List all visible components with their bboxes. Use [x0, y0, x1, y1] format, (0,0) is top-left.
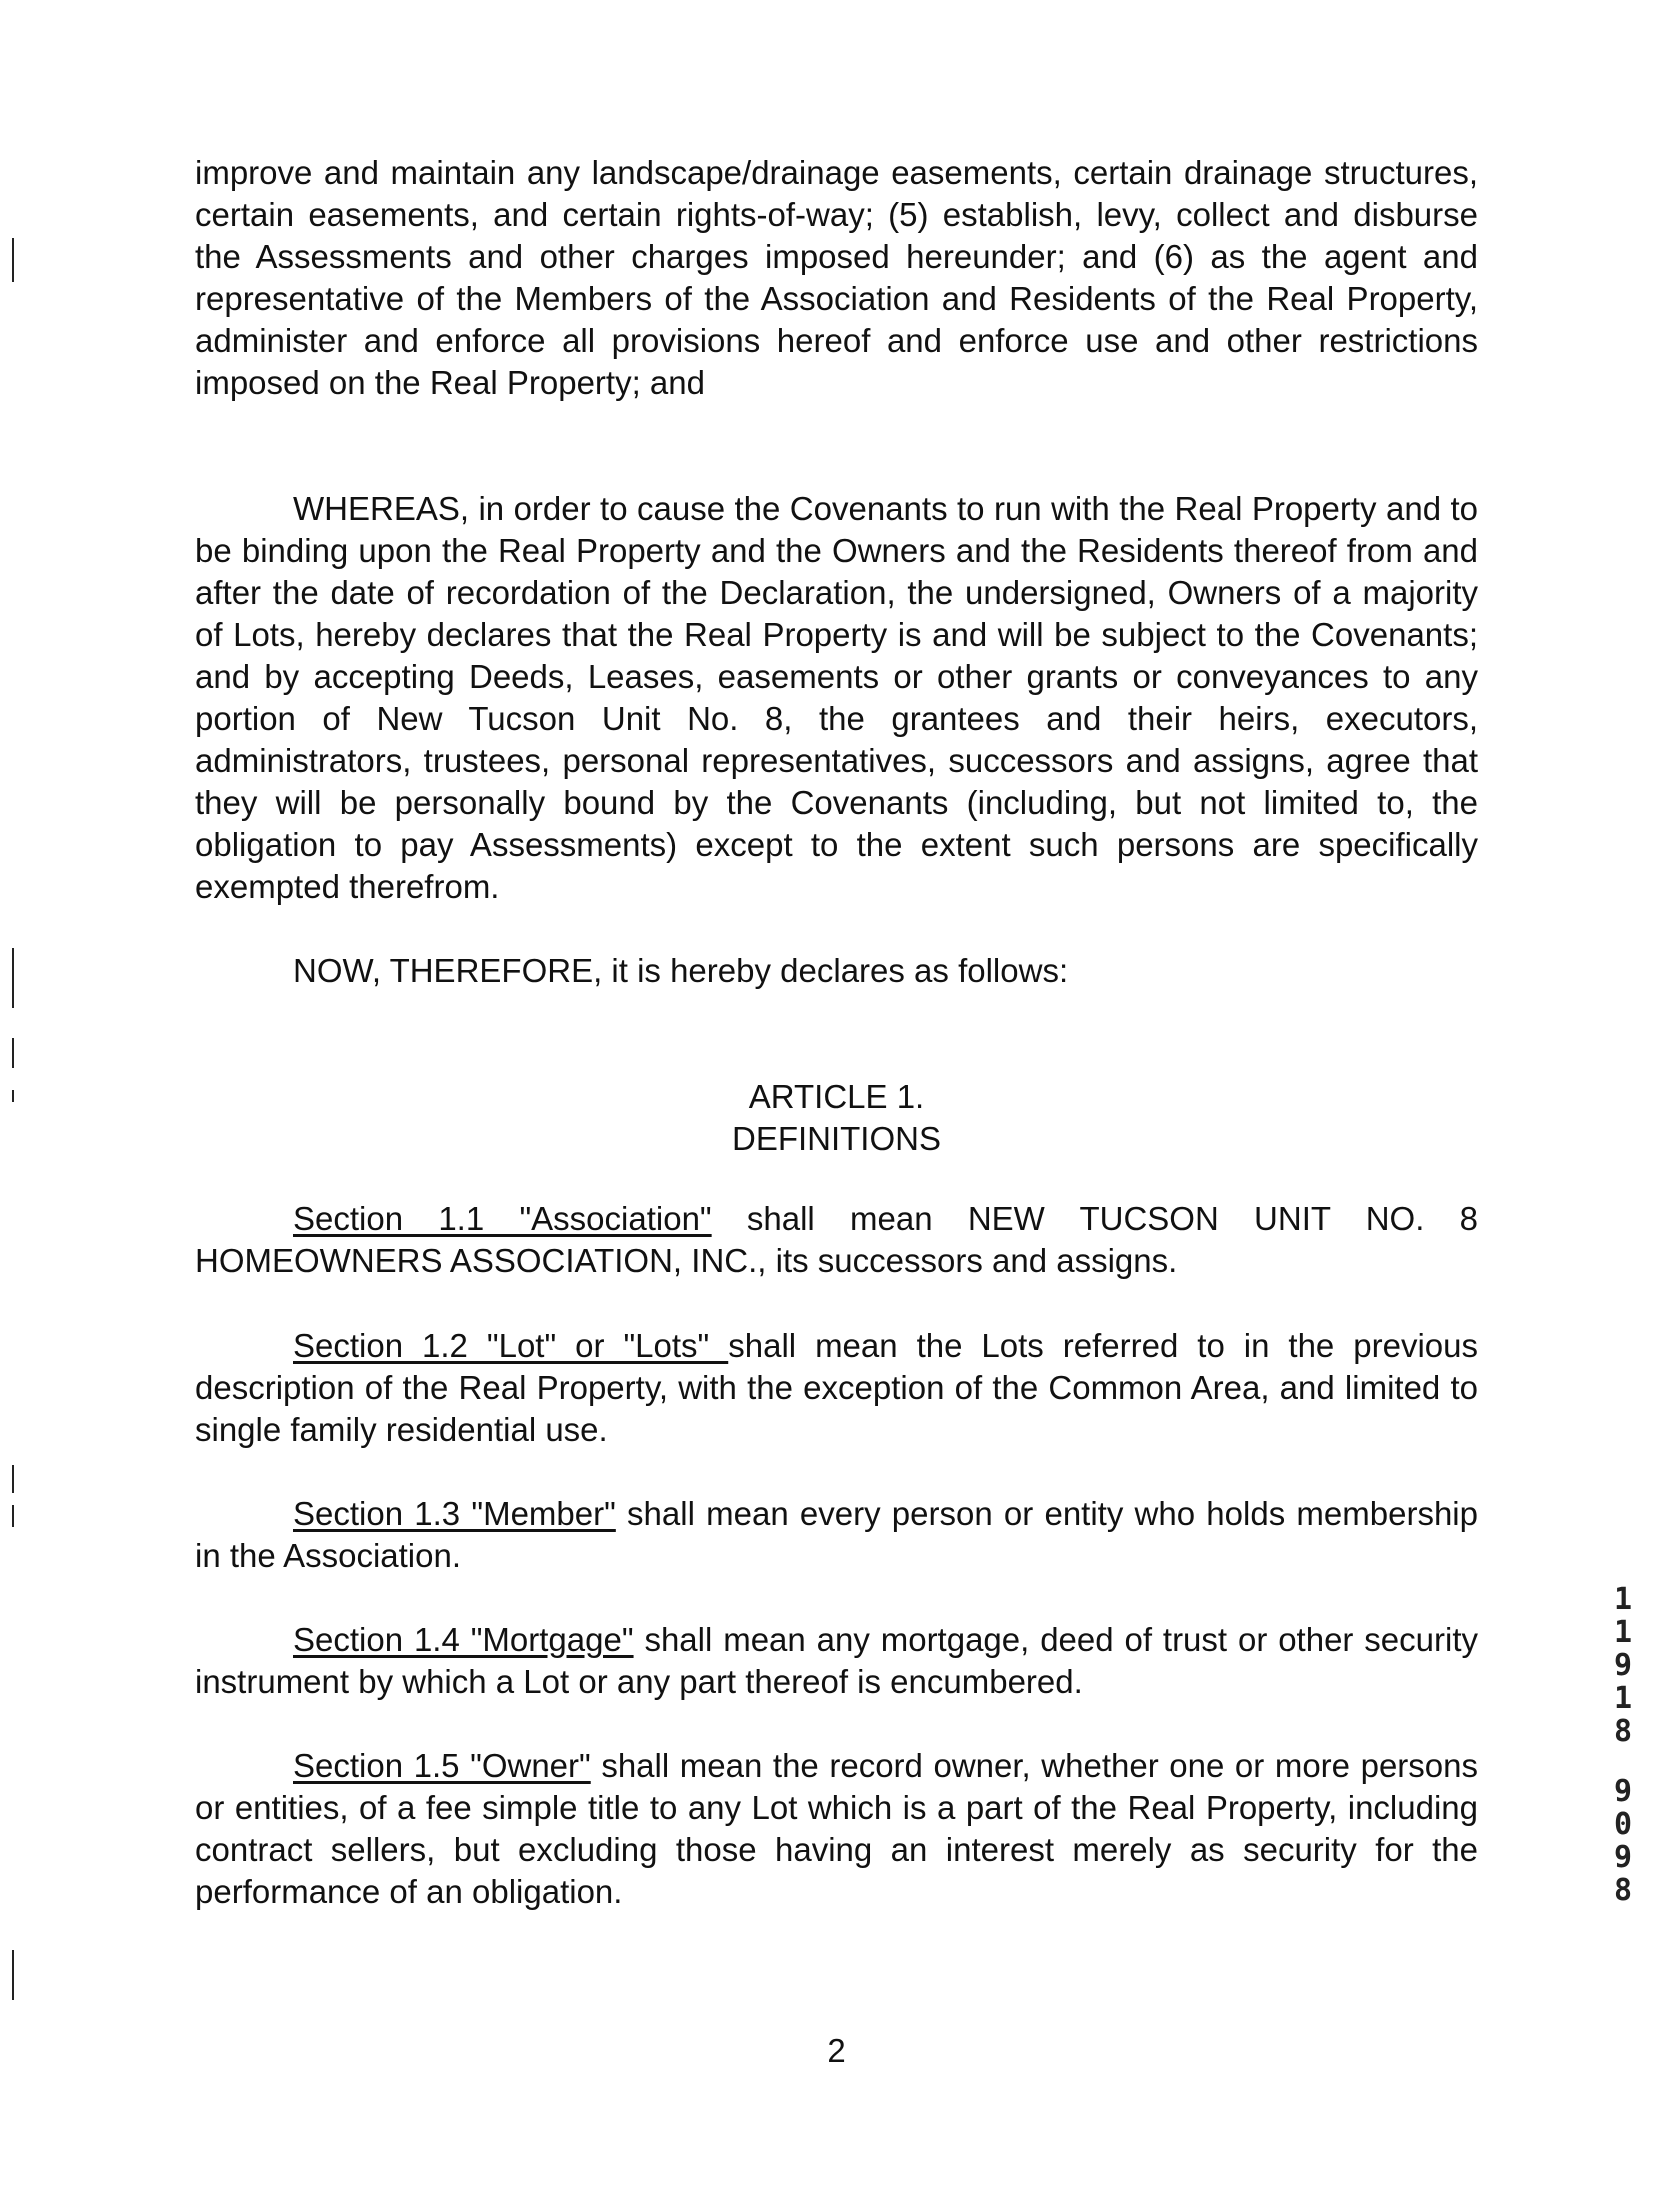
section-1-4 [195, 1619, 1478, 1703]
scan-margin-mark [12, 948, 14, 1008]
recording-number-digit: 9 [1613, 1840, 1633, 1875]
section-body: shall mean every person or entity who holds membership in the Association. [195, 1495, 1478, 1574]
scan-margin-mark [12, 1950, 14, 2000]
section-1-2 [195, 1325, 1478, 1451]
article-heading-number: ARTICLE 1. [748, 1078, 925, 1115]
section-body: shall mean the Lots referred to in the previous description of the Real Property, with the exception of the Common Area, and limited to single family residential use. [195, 1327, 1478, 1448]
section-heading: Section 1.2 "Lot" or "Lots" [293, 1327, 729, 1364]
recording-number-digit: 8 [1613, 1873, 1633, 1908]
section-1-3 [195, 1493, 1478, 1577]
scan-margin-mark [12, 1505, 14, 1527]
section-heading: Section 1.3 "Member" [293, 1495, 616, 1532]
section-heading: Section 1.1 "Association" [293, 1200, 712, 1237]
recording-number-digit: 0 [1613, 1807, 1633, 1842]
section-1-1 [195, 1198, 1478, 1282]
section-heading: Section 1.5 "Owner" [293, 1747, 591, 1784]
recording-number-digit: 9 [1613, 1774, 1633, 1809]
scan-margin-mark [12, 1465, 14, 1493]
scan-margin-mark [12, 238, 14, 282]
scan-margin-mark [12, 1038, 14, 1068]
section-body: shall mean NEW TUCSON UNIT NO. 8 HOMEOWNERS ASSOCIATION, INC., its successors and assigns. [195, 1200, 1478, 1279]
page-number: 2 [827, 2032, 846, 2069]
section-1-5 [195, 1745, 1478, 1913]
section-body: shall mean the record owner, whether one or more persons or entities, of a fee simple title to any Lot which is a part of the Real Property, including contract sellers, but excluding those having an interest merely as security for the performance of an obligation. [195, 1747, 1478, 1910]
article-heading-title: DEFINITIONS [731, 1120, 941, 1157]
paragraph-now-therefore: NOW, THEREFORE, it is hereby declares as follows: [293, 952, 1069, 989]
section-body: shall mean any mortgage, deed of trust or other security instrument by which a Lot or any part thereof is encumbered. [195, 1621, 1478, 1700]
paragraph-continuation: improve and maintain any landscape/drainage easements, certain drainage structures, certain easements, and certain rights-of-way; (5) establish, levy, collect and disburse the Assessments and other charges imposed hereunder; and (6) as the agent and representative of the Members of the Association and Residents of the Real Property, administer and enforce all provisions hereof and enforce use and other restrictions imposed on the Real Property; and [195, 154, 1478, 401]
paragraph-whereas: WHEREAS, in order to cause the Covenants to run with the Real Property and to be binding upon the Real Property and the Owners and the Residents thereof from and after the date of recordation of the Declaration, the undersigned, Owners of a majority of Lots, hereby declares that the Real Property is and will be subject to the Covenants; and by accepting Deeds, Leases, easements or other grants or conveyances to any portion of New Tucson Unit No. 8, the grantees and their heirs, executors, administrators, trustees, personal representatives, successors and assigns, agree that they will be personally bound by the Covenants (including, but not limited to, the obligation to pay Assessments) except to the extent such persons are specifically exempted therefrom. [195, 490, 1478, 905]
recording-number-digit: 9 [1613, 1648, 1633, 1683]
recording-number-digit: 8 [1613, 1714, 1633, 1749]
recording-number-digit: 1 [1613, 1582, 1633, 1617]
recording-number-digit: 1 [1613, 1615, 1633, 1650]
recording-number-digit: 1 [1613, 1681, 1633, 1716]
section-heading: Section 1.4 "Mortgage" [293, 1621, 634, 1658]
